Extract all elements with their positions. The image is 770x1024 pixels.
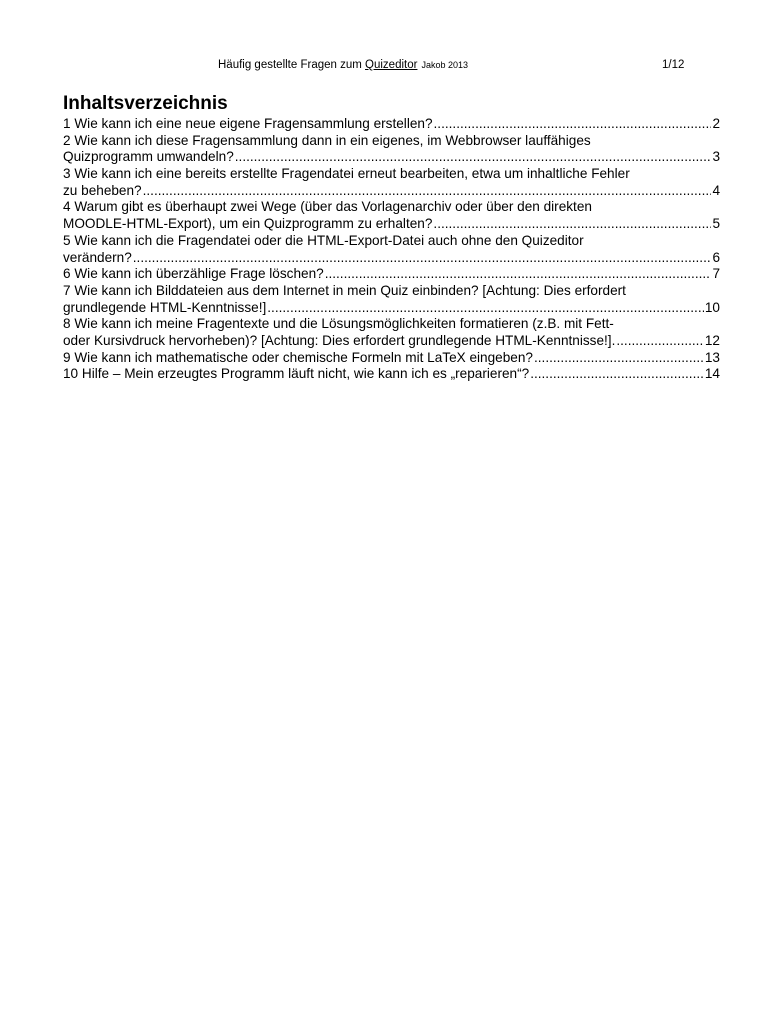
toc-dot-leader xyxy=(433,216,711,233)
toc-dot-leader xyxy=(434,116,712,133)
toc-entry[interactable] xyxy=(63,116,720,133)
toc-entry-text: 9 Wie kann ich mathematische oder chemische Formeln mit LaTeX eingeben? xyxy=(63,349,533,365)
toc-page-number: 3 xyxy=(712,149,720,165)
toc-page-number: 12 xyxy=(704,332,720,348)
toc-entry[interactable] xyxy=(63,283,720,316)
toc-entry-text: 1 Wie kann ich eine neue eigene Fragensammlung erstellen? xyxy=(63,116,433,131)
toc-entry-text: 10 Hilfe – Mein erzeugtes Programm läuft nicht, wie kann ich es „reparieren“? xyxy=(63,366,530,382)
toc-entry-last-line xyxy=(63,300,720,317)
toc-entry[interactable] xyxy=(63,166,720,199)
toc-entry-last-line xyxy=(63,216,720,233)
toc-dot-leader xyxy=(534,350,704,367)
toc-entry-text: Quizprogramm umwandeln? xyxy=(63,149,234,165)
toc-dot-leader xyxy=(133,250,712,267)
toc-dot-leader xyxy=(616,333,704,350)
toc-page-number: 7 xyxy=(712,266,720,282)
toc-page-number: 14 xyxy=(704,366,720,382)
toc-entry-text-line xyxy=(63,133,720,150)
table-of-contents xyxy=(63,93,720,383)
toc-page-number: 13 xyxy=(704,349,720,365)
toc-dot-leader xyxy=(143,183,712,200)
toc-entry-text: MOODLE-HTML-Export), um ein Quizprogramm zu erhalten? xyxy=(63,216,433,232)
toc-dot-leader xyxy=(235,149,712,166)
toc-page-number: 2 xyxy=(712,116,720,131)
toc-entry-text: verändern? xyxy=(63,249,132,265)
toc-entry-text: 3 Wie kann ich eine bereits erstellte Fragendatei erneut bearbeiten, etwa um inhaltliche Fehler xyxy=(63,166,630,182)
toc-dot-leader xyxy=(530,366,704,383)
toc-entry-text: grundlegende HTML-Kenntnisse!] xyxy=(63,299,267,315)
toc-page-number: 5 xyxy=(712,216,720,232)
toc-entry-text: 8 Wie kann ich meine Fragentexte und die Lösungsmöglichkeiten formatieren (z.B. mit Fett- xyxy=(63,316,614,332)
toc-entry[interactable] xyxy=(63,233,720,266)
toc-entry[interactable] xyxy=(63,266,720,283)
toc-entry[interactable] xyxy=(63,350,720,367)
page-header xyxy=(0,58,770,72)
header-title-prefix: Häufig gestellte Fragen zum xyxy=(218,59,366,71)
toc-heading: Inhaltsverzeichnis xyxy=(63,93,228,114)
toc-entry[interactable] xyxy=(63,133,720,166)
toc-page-number: 4 xyxy=(712,182,720,198)
toc-page-number: 10 xyxy=(704,299,720,315)
toc-list xyxy=(63,116,720,383)
toc-entry[interactable] xyxy=(63,316,720,349)
toc-entry-text-line xyxy=(63,199,720,216)
toc-entry-last-line xyxy=(63,366,720,383)
header-author-year: Jakob 2013 xyxy=(421,60,468,70)
toc-entry-text-line xyxy=(63,283,720,300)
toc-entry-last-line xyxy=(63,250,720,267)
toc-entry-last-line xyxy=(63,266,720,283)
toc-entry-last-line xyxy=(63,333,720,350)
toc-entry-text: 5 Wie kann ich die Fragendatei oder die HTML-Export-Datei auch ohne den Quizeditor xyxy=(63,232,584,248)
toc-entry-text: 7 Wie kann ich Bilddateien aus dem Internet in mein Quiz einbinden? [Achtung: Dies erfordert xyxy=(63,282,626,298)
header-title xyxy=(218,58,468,72)
toc-dot-leader xyxy=(267,300,704,317)
toc-entry-text-line xyxy=(63,233,720,250)
toc-entry-text: zu beheben? xyxy=(63,182,142,198)
toc-entry-text-line xyxy=(63,316,720,333)
toc-page-number: 6 xyxy=(712,249,720,265)
toc-entry-text: 2 Wie kann ich diese Fragensammlung dann in ein eigenes, im Webbrowser lauffähiges xyxy=(63,132,591,148)
toc-entry-text: 6 Wie kann ich überzählige Frage löschen? xyxy=(63,266,324,282)
quizeditor-link[interactable]: Quizeditor xyxy=(365,59,418,71)
toc-dot-leader xyxy=(325,266,712,283)
toc-entry[interactable] xyxy=(63,366,720,383)
toc-entry-text: oder Kursivdruck hervorheben)? [Achtung: Dies erfordert grundlegende HTML-Kenntnisse!]. xyxy=(63,332,616,348)
toc-entry-last-line xyxy=(63,350,720,367)
toc-entry-text: 4 Warum gibt es überhaupt zwei Wege (über das Vorlagenarchiv oder über den direkten xyxy=(63,199,592,215)
toc-entry-text-line xyxy=(63,166,720,183)
toc-entry-last-line xyxy=(63,116,720,133)
header-page-number: 1/12 xyxy=(662,59,685,71)
toc-entry-last-line xyxy=(63,183,720,200)
toc-entry-last-line xyxy=(63,149,720,166)
toc-entry[interactable] xyxy=(63,199,720,232)
